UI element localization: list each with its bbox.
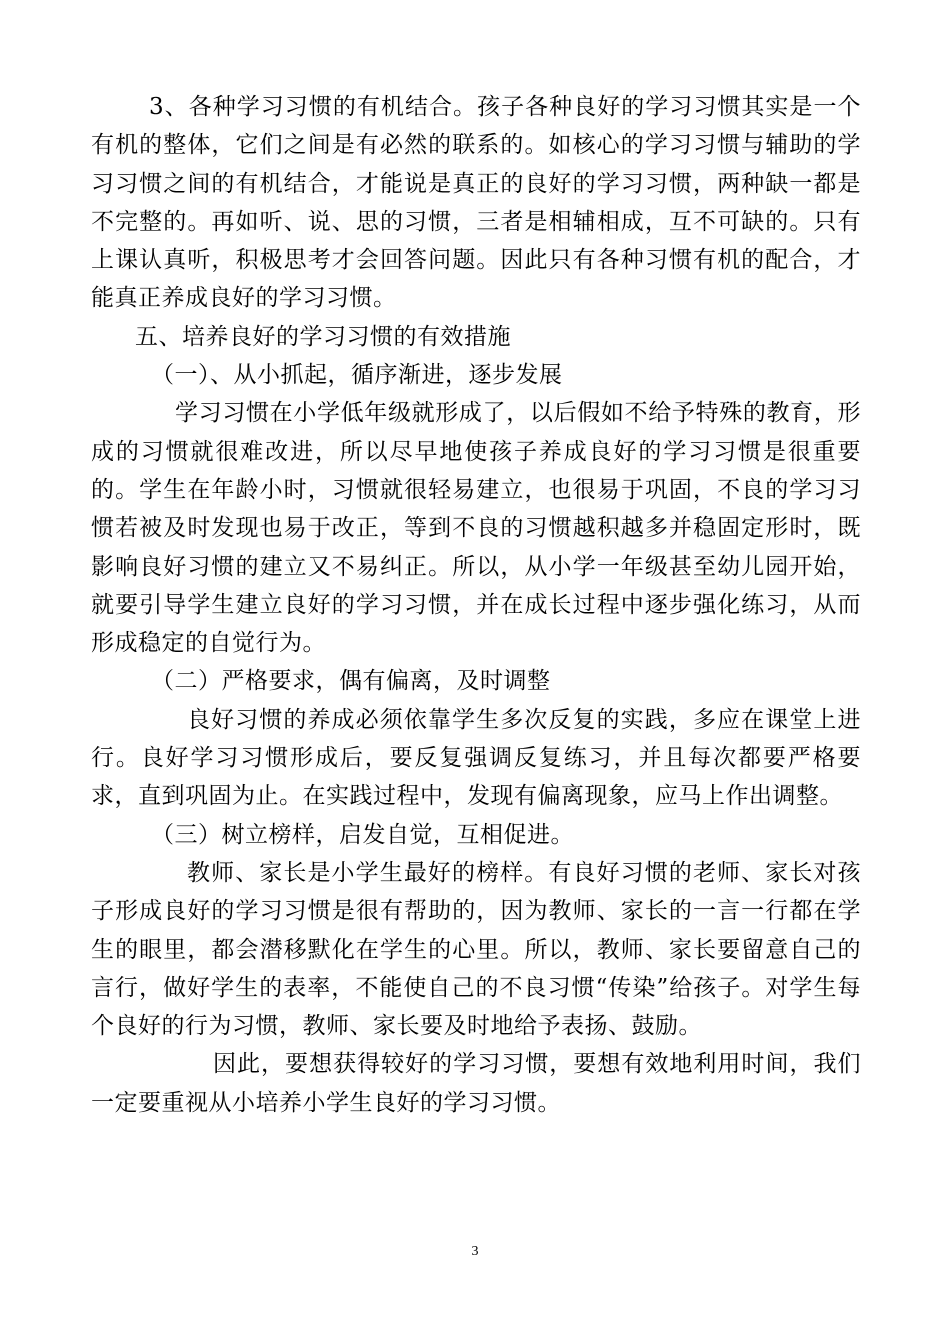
- paragraph-strict-requirements: 良好习惯的养成必须依靠学生多次反复的实践，多应在课堂上进行。良好学习习惯形成后，要反复强调反复练习，并且每次都要严格要求，直到巩固为止。在实践过程中，发现有偏离现象，应马上作出调整。: [91, 706, 861, 810]
- paragraph-conclusion: 因此，要想获得较好的学习习惯，要想有效地利用时间，我们一定要重视从小培养小学生良好的学习习惯。: [91, 1051, 861, 1116]
- subheading-1: （一）、从小抓起，循序渐进，逐步发展: [151, 362, 563, 389]
- paragraph-habit-combination: 3、各种学习习惯的有机结合。孩子各种良好的学习习惯其实是一个有机的整体，它们之间是有必然的联系的。如核心的学习习惯与辅助的学习习惯之间的有机结合，才能说是真正的良好的学习习惯，两种缺一都是不完整的。再如听、说、思的习惯，三者是相辅相成，互不可缺的。只有上课认真听，积极思考才会回答问题。因此只有各种习惯有机的配合，才能真正养成良好的学习习惯。: [91, 94, 861, 312]
- subheading-2: （二）严格要求，偶有偏离，及时调整: [151, 668, 551, 695]
- section-heading-5: 五、培养良好的学习习惯的有效措施: [135, 323, 511, 350]
- paragraph-role-models: 教师、家长是小学生最好的榜样。有良好习惯的老师、家长对孩子形成良好的学习习惯是很有帮助的，因为教师、家长的一言一行都在学生的眼里，都会潜移默化在学生的心里。所以，教师、家长要留意自己的言行，做好学生的表率，不能使自己的不良习惯“传染”给孩子。对学生每个良好的行为习惯，教师、家长要及时地给予表扬、鼓励。: [91, 859, 861, 1040]
- document-page: [91, 88, 861, 1122]
- subheading-3: （三）树立榜样，启发自觉，互相促进。: [151, 821, 574, 848]
- page-number: 3: [471, 1244, 479, 1259]
- paragraph-start-early: 学习习惯在小学低年级就形成了，以后假如不给予特殊的教育，形成的习惯就很难改进，所以尽早地使孩子养成良好的学习习惯是很重要的。学生在年龄小时，习惯就很轻易建立，也很易于巩固，不良的学习习惯若被及时发现也易于改正，等到不良的习惯越积越多并稳固定形时，既影响良好习惯的建立又不易纠正。所以，从小学一年级甚至幼儿园开始，就要引导学生建立良好的学习习惯，并在成长过程中逐步强化练习，从而形成稳定的自觉行为。: [91, 400, 861, 657]
